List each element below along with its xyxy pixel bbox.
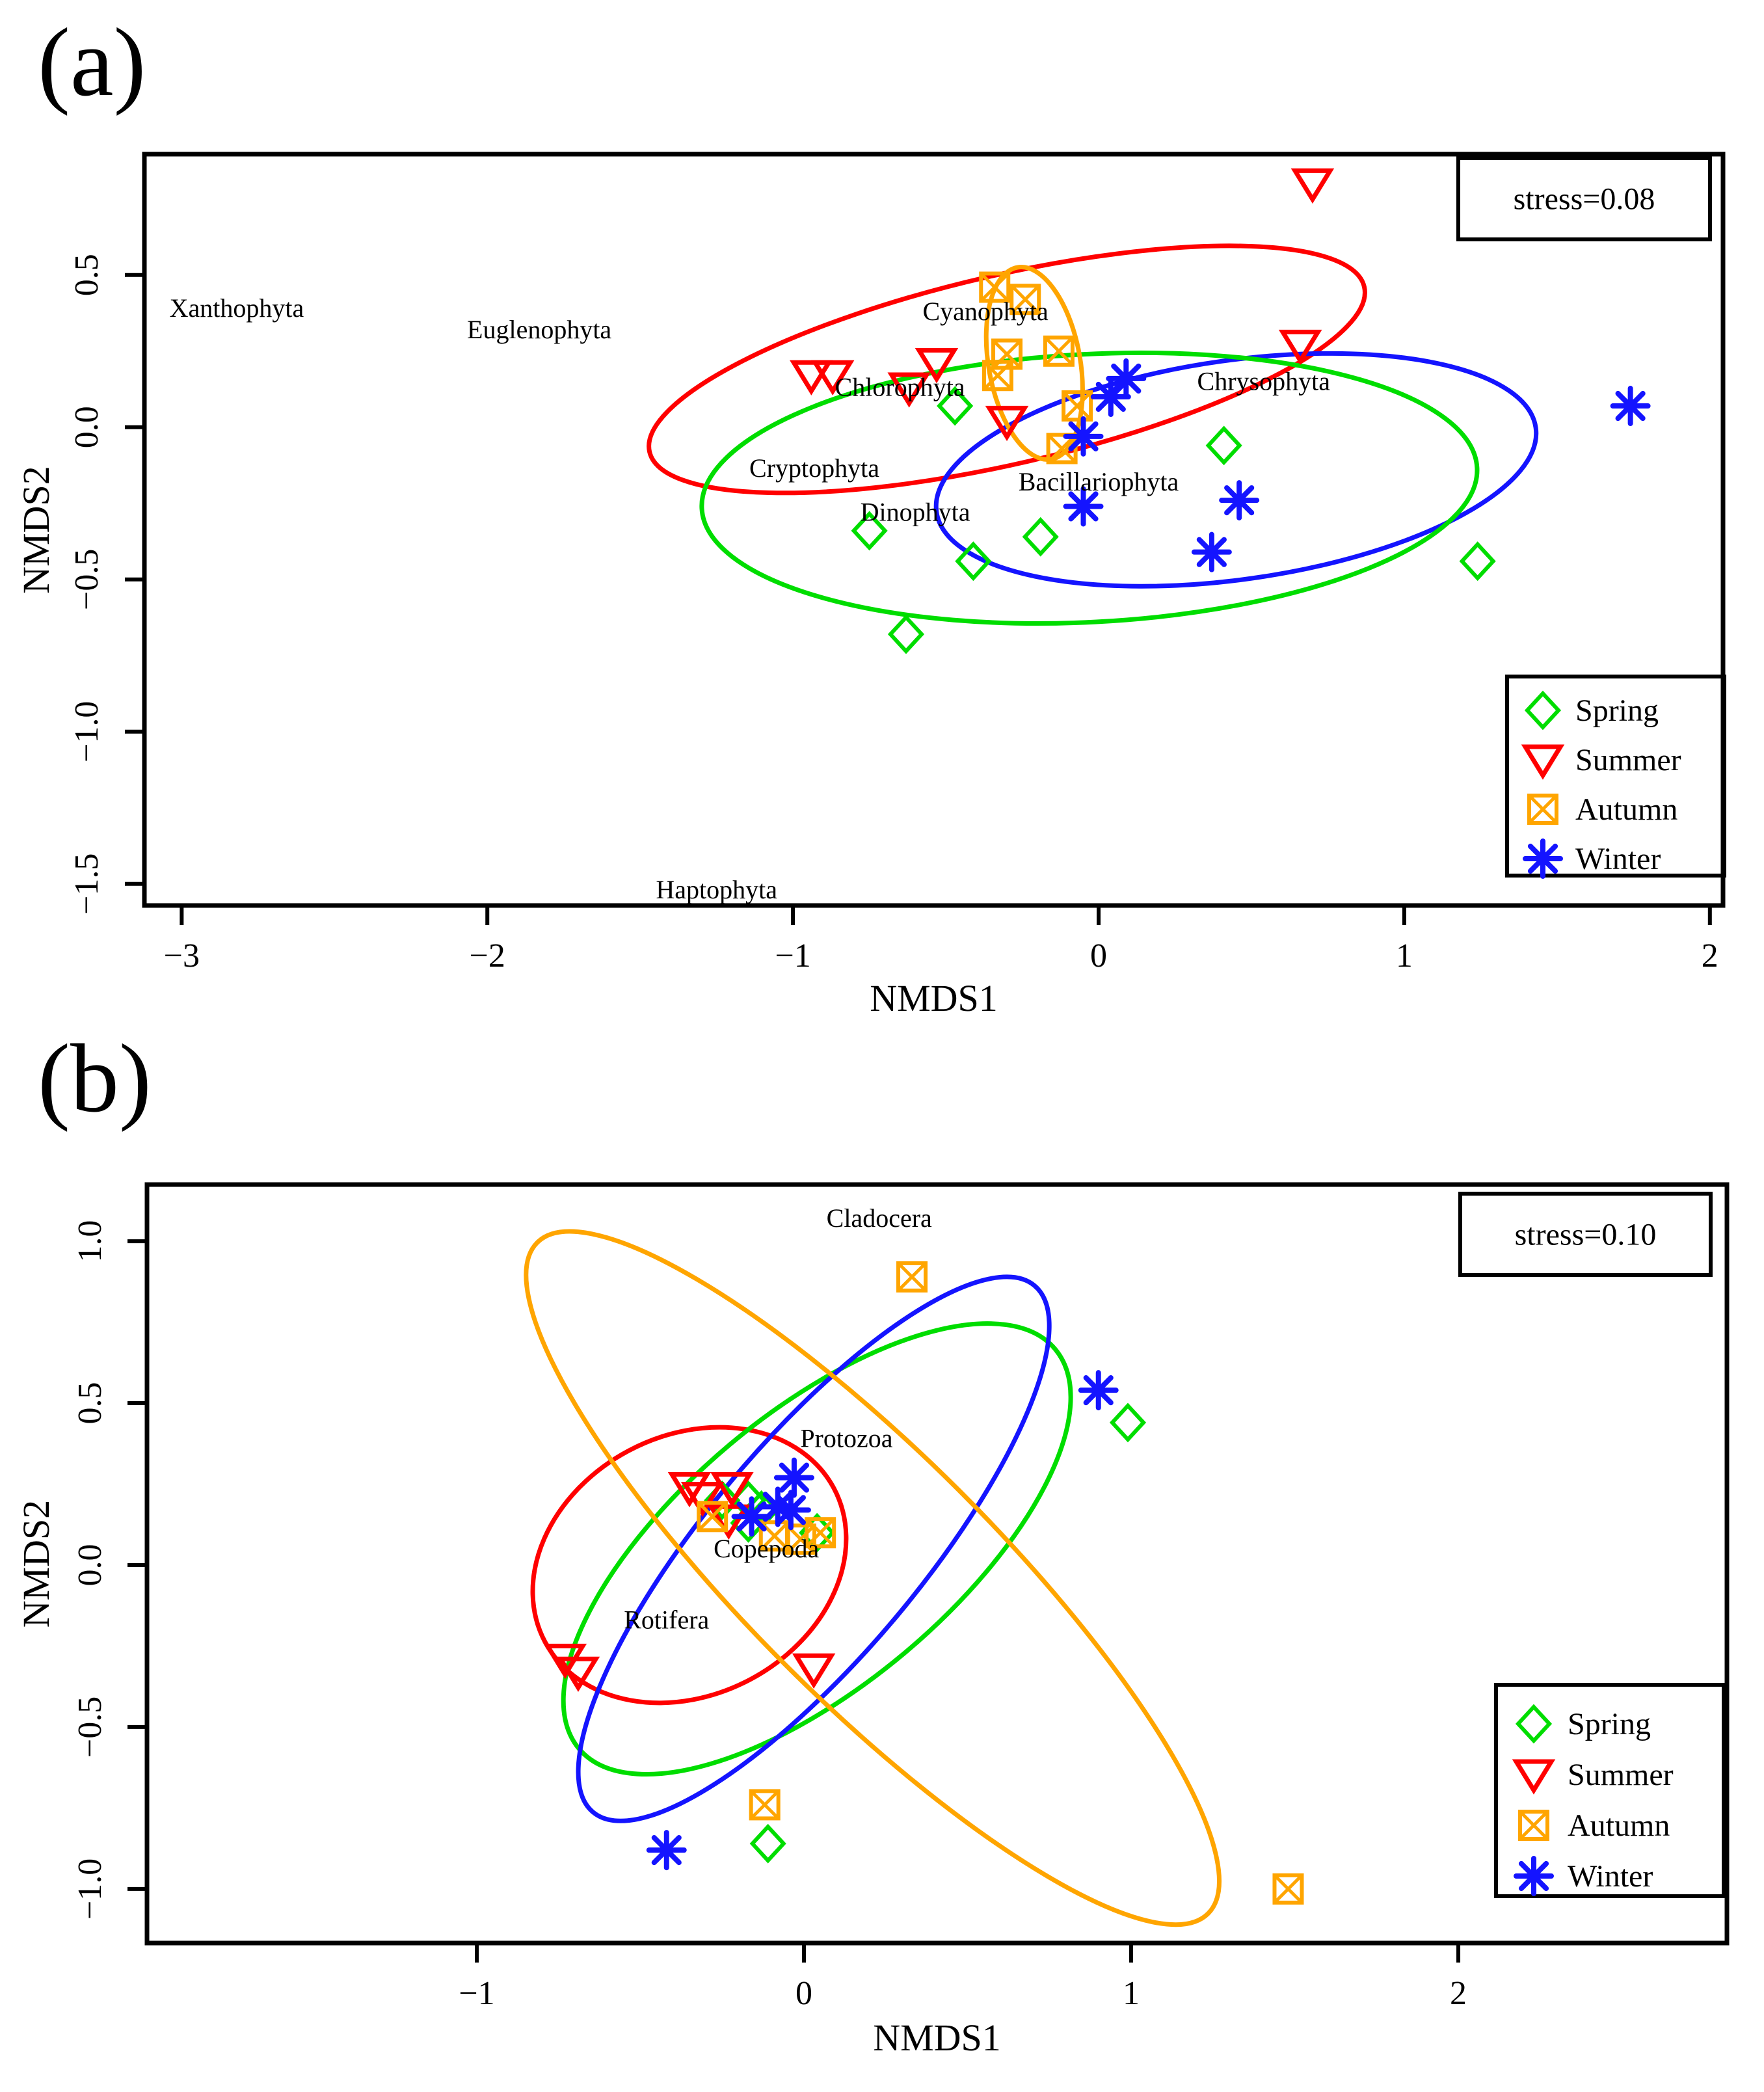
- panel-a-y-tick-label: −1.5: [68, 853, 105, 915]
- autumn-marker-cross-icon: [1045, 338, 1073, 365]
- panel-b-letter: (b): [38, 1025, 152, 1133]
- panel-a-legend-label-autumn: Autumn: [1575, 792, 1678, 827]
- panel-a-y-tick-label: 0.5: [68, 254, 105, 297]
- panel-a-y-axis-title: NMDS2: [15, 466, 57, 594]
- panel-b-autumn-ellipse: [450, 1155, 1295, 2000]
- autumn-marker-cross-icon: [1529, 796, 1557, 823]
- autumn-marker-cross-icon: [898, 1263, 926, 1291]
- spring-marker-icon: [1462, 544, 1493, 578]
- panel-b-stress-label: stress=0.10: [1514, 1217, 1657, 1252]
- winter-marker-icon: [1222, 483, 1257, 518]
- panel-a-stress-label: stress=0.08: [1513, 181, 1655, 217]
- autumn-marker-cross-icon: [1520, 1812, 1547, 1839]
- panel-a-x-tick-label: 2: [1701, 937, 1718, 974]
- panel-b-y-tick-label: 0.5: [72, 1382, 109, 1425]
- spring-marker-icon: [1209, 429, 1240, 463]
- panel-a-taxa-label: Chrysophyta: [1197, 366, 1330, 396]
- panel-b-y-tick-label: 1.0: [72, 1220, 109, 1263]
- panel-b-taxa-label: Protozoa: [800, 1423, 893, 1453]
- panel-b-y-tick-label: −0.5: [72, 1696, 109, 1758]
- spring-marker-icon: [890, 617, 922, 651]
- panel-a-x-tick-label: −3: [163, 937, 200, 974]
- autumn-marker-cross-icon: [1274, 1875, 1302, 1903]
- panel-b-y-tick-label: −1.0: [72, 1858, 109, 1920]
- panel-a-y-tick-label: −0.5: [68, 548, 105, 610]
- panel-a-taxa-label: Dinophyta: [860, 497, 970, 527]
- panel-a-taxa-label: Euglenophyta: [467, 314, 612, 344]
- panel-a-letter: (a): [38, 8, 146, 116]
- panel-a-plot-box: [144, 154, 1723, 905]
- panel-a-legend-label-summer: Summer: [1575, 742, 1681, 777]
- panel-b-legend-label-summer: Summer: [1568, 1757, 1674, 1792]
- panel-b-x-tick-label: 2: [1450, 1975, 1467, 2012]
- panel-b-taxa-label: Cladocera: [826, 1203, 932, 1233]
- summer-marker-icon: [1525, 747, 1560, 775]
- panel-b-x-tick-label: 0: [795, 1975, 813, 2012]
- panel-b-y-axis-title: NMDS2: [15, 1499, 57, 1628]
- panel-a-taxa-label: Xanthophyta: [169, 293, 304, 323]
- panel-a-legend-label-winter: Winter: [1575, 841, 1661, 876]
- summer-marker-icon: [1516, 1762, 1551, 1790]
- spring-marker-icon: [753, 1827, 784, 1860]
- panel-a-taxa-label: Bacillariophyta: [1018, 466, 1179, 496]
- winter-marker-icon: [1516, 1858, 1551, 1894]
- spring-marker-icon: [1527, 693, 1558, 727]
- panel-a-x-axis-title: NMDS1: [870, 977, 998, 1019]
- spring-marker-icon: [1112, 1406, 1143, 1440]
- winter-marker-icon: [1093, 379, 1129, 414]
- panel-a-taxa-label: Chlorophyta: [835, 372, 965, 402]
- panel-a-y-tick-label: 0.0: [68, 406, 105, 449]
- winter-marker-icon: [773, 1492, 808, 1527]
- winter-marker-icon: [1066, 419, 1101, 454]
- panel-b-legend-label-winter: Winter: [1568, 1858, 1653, 1894]
- winter-marker-icon: [1613, 388, 1648, 423]
- panel-b-x-tick-label: 1: [1123, 1975, 1140, 2012]
- winter-marker-icon: [1525, 841, 1560, 876]
- autumn-marker-cross-icon: [751, 1791, 779, 1818]
- panel-b-x-tick-label: −1: [459, 1975, 495, 2012]
- winter-marker-icon: [777, 1460, 812, 1495]
- panel-a-x-tick-label: 1: [1395, 937, 1413, 974]
- spring-marker-icon: [1518, 1707, 1549, 1741]
- summer-marker-icon: [1295, 170, 1330, 199]
- panel-a-taxa-label: Cyanophyta: [922, 296, 1049, 326]
- panel-b-y-tick-label: 0.0: [72, 1544, 109, 1587]
- panel-b-taxa-label: Rotifera: [624, 1605, 710, 1635]
- panel-b-taxa-label: Copepoda: [714, 1533, 820, 1563]
- panel-a-x-tick-label: −1: [775, 937, 811, 974]
- panel-a-legend-label-spring: Spring: [1575, 693, 1659, 728]
- panel-a-x-tick-label: 0: [1090, 937, 1108, 974]
- panel-b-legend-label-autumn: Autumn: [1568, 1808, 1670, 1843]
- spring-marker-icon: [1025, 520, 1056, 554]
- panel-a-taxa-label: Cryptophyta: [749, 453, 879, 483]
- panel-b-legend-label-spring: Spring: [1568, 1706, 1651, 1741]
- panel-a-y-tick-label: −1.0: [68, 701, 105, 762]
- winter-marker-icon: [1194, 535, 1229, 570]
- winter-marker-icon: [649, 1832, 684, 1868]
- winter-marker-icon: [1081, 1373, 1116, 1408]
- panel-a-x-tick-label: −2: [469, 937, 505, 974]
- panel-a-taxa-label: Haptophyta: [656, 874, 777, 904]
- panel-b-x-axis-title: NMDS1: [873, 2017, 1001, 2059]
